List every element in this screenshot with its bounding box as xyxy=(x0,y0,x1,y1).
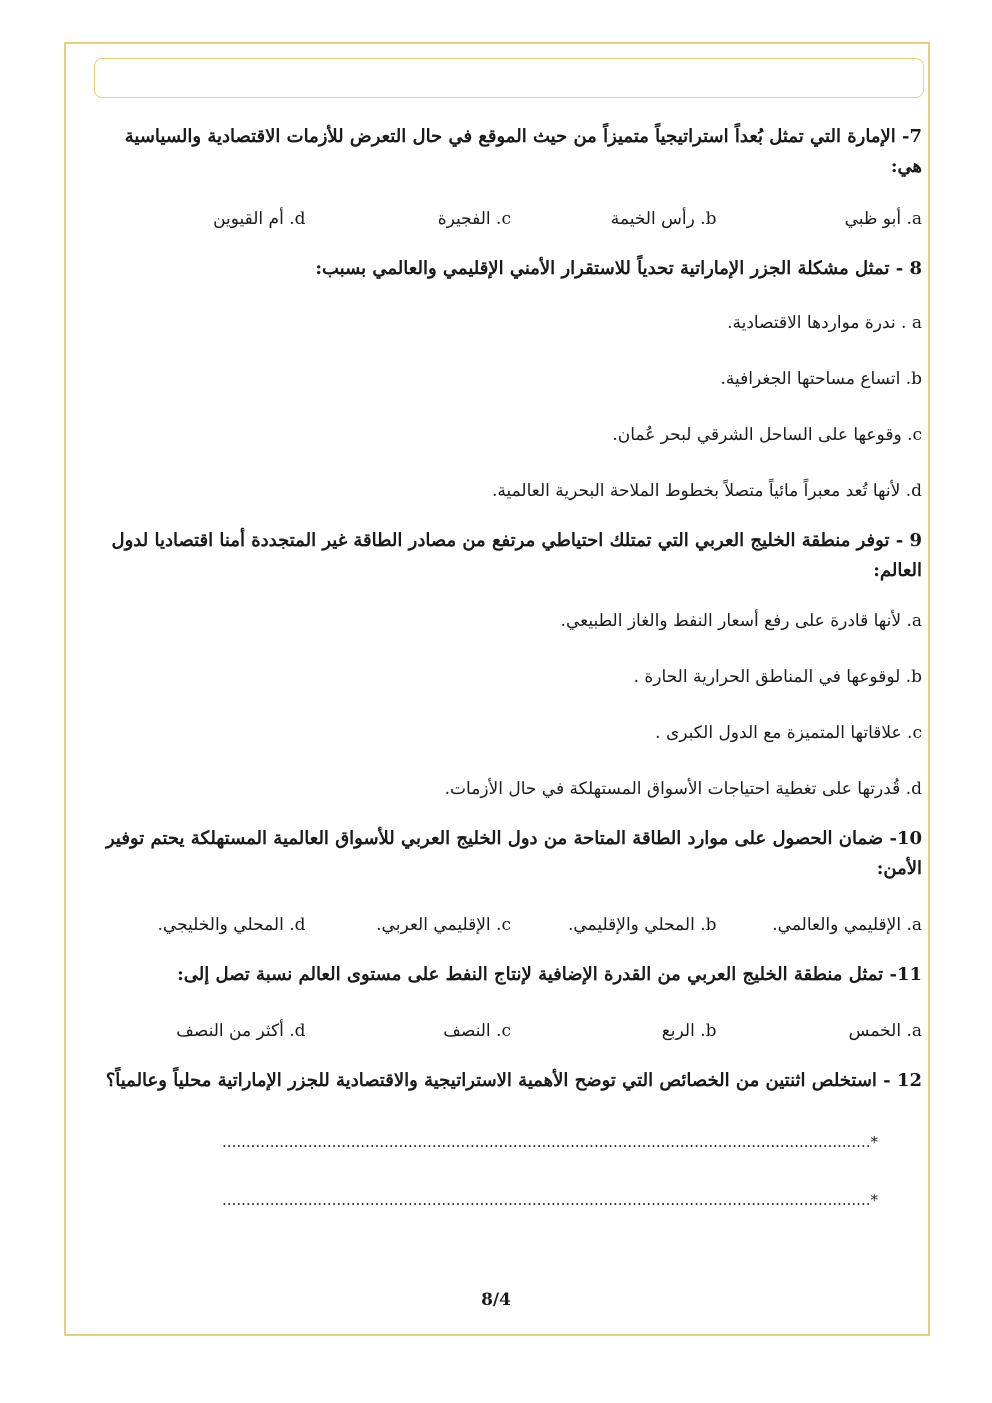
option-d[interactable]: d. أم القيوين xyxy=(213,209,306,229)
question-10: 10- ضمان الحصول على موارد الطاقة المتاحة من دول الخليج العربي للأسواق العالمية المستهلكة يحتم توفير الأمن: xyxy=(105,828,922,879)
option-c[interactable]: c. علاقاتها المتميزة مع الدول الكبرى . xyxy=(655,723,922,743)
option-d[interactable]: d. قُدرتها على تغطية احتياجات الأسواق المستهلكة في حال الأزمات. xyxy=(444,779,922,799)
question-11: 11- تمثل منطقة الخليج العربي من القدرة الإضافية لإنتاج النفط على مستوى العالم نسبة تصل إلى: xyxy=(177,964,922,985)
question-11-options xyxy=(100,1016,922,1046)
answer-line-1[interactable]: *........................................................................................................................................ xyxy=(222,1133,878,1151)
option-c[interactable]: c. وقوعها على الساحل الشرقي لبحر عُمان. xyxy=(612,425,922,445)
answer-line-2[interactable]: *........................................................................................................................................ xyxy=(222,1191,878,1209)
option-a[interactable]: a. الخمس xyxy=(848,1021,922,1041)
option-b[interactable]: b. الربع xyxy=(661,1021,717,1041)
question-8: 8 - تمثل مشكلة الجزر الإماراتية تحدياً للاستقرار الأمني الإقليمي والعالمي بسبب: xyxy=(315,258,922,279)
question-7-options xyxy=(100,204,922,234)
option-c[interactable]: c. الإقليمي العربي. xyxy=(376,915,511,935)
option-c[interactable]: c. الفجيرة xyxy=(437,209,511,229)
option-a[interactable]: a. أبو ظبي xyxy=(844,209,922,229)
question-10-options xyxy=(100,910,922,940)
option-d[interactable]: d. أكثر من النصف xyxy=(176,1021,306,1041)
exam-page xyxy=(100,122,922,1212)
question-12: 12 - استخلص اثنتين من الخصائص التي توضح الأهمية الاستراتيجية والاقتصادية للجزر الإماراتية محلياً وعالمياً؟ xyxy=(105,1070,922,1091)
page-number: 8/4 xyxy=(481,1290,511,1310)
option-b[interactable]: b. المحلي والإقليمي. xyxy=(567,915,717,935)
header-box xyxy=(94,58,924,98)
option-b[interactable]: b. رأس الخيمة xyxy=(610,209,717,229)
option-c[interactable]: c. النصف xyxy=(443,1021,511,1041)
option-d[interactable]: d. لأنها تُعد معبراً مائياً متصلاً بخطوط الملاحة البحرية العالمية. xyxy=(491,481,922,501)
question-9: 9 - توفر منطقة الخليج العربي التي تمتلك احتياطي مرتفع من مصادر الطاقة غير المتجددة أمنا اقتصاديا لدول العالم: xyxy=(111,530,922,581)
option-b[interactable]: b. لوقوعها في المناطق الحرارية الحارة . xyxy=(633,667,922,687)
option-d[interactable]: d. المحلي والخليجي. xyxy=(157,915,306,935)
option-a[interactable]: a. لأنها قادرة على رفع أسعار النفط والغاز الطبيعي. xyxy=(560,611,922,631)
option-b[interactable]: b. اتساع مساحتها الجغرافية. xyxy=(720,369,922,389)
question-7: 7- الإمارة التي تمثل بُعداً استراتيجياً متميزاً من حيث الموقع في حال التعرض للأزمات الاقتصادية والسياسية هي: xyxy=(124,126,922,177)
option-a[interactable]: a . ندرة مواردها الاقتصادية. xyxy=(727,313,922,333)
option-a[interactable]: a. الإقليمي والعالمي. xyxy=(772,915,922,935)
